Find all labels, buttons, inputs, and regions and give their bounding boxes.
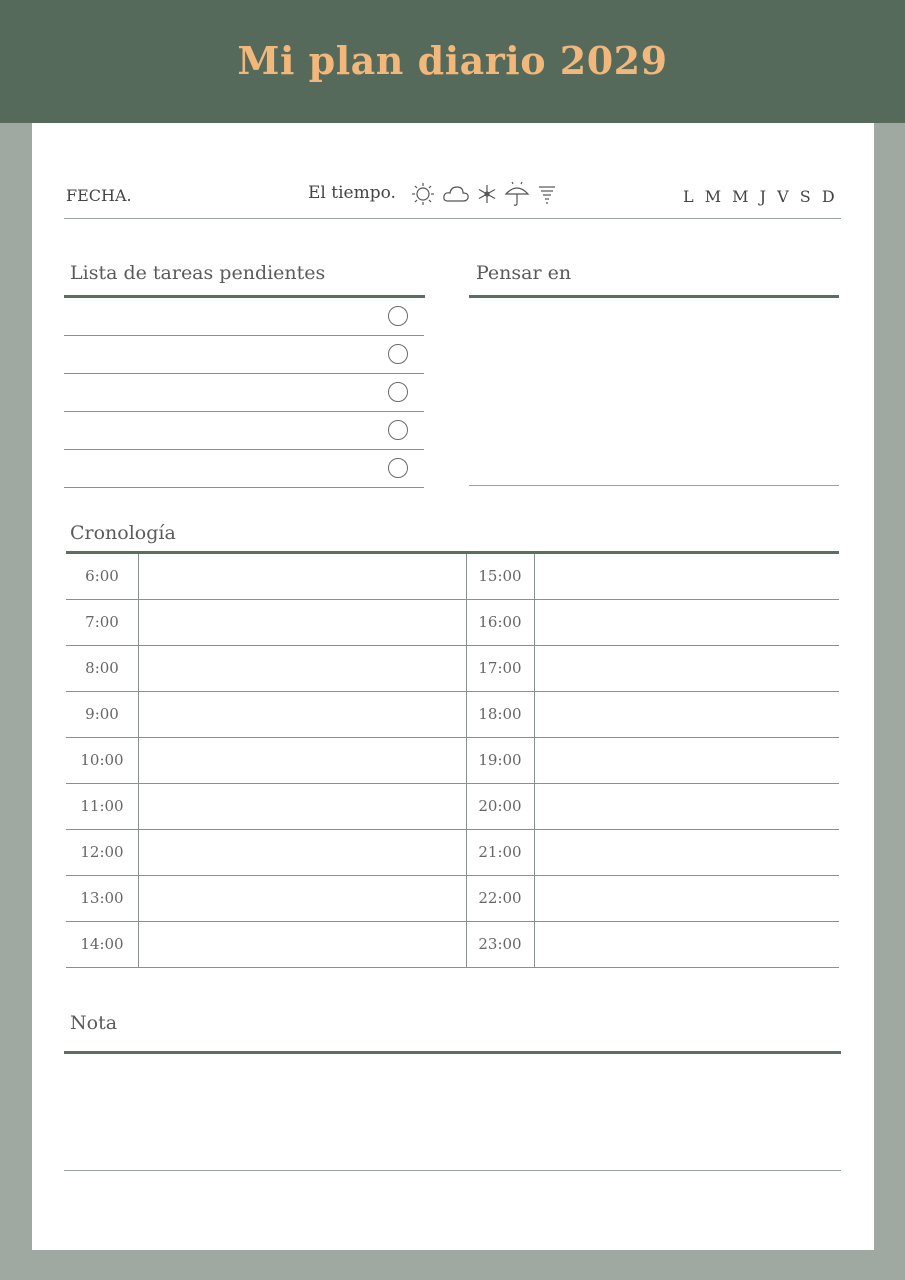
timeline-title: Cronología: [70, 522, 176, 544]
planner-sheet: [32, 123, 874, 1250]
column-divider: [466, 554, 467, 968]
timeline-row[interactable]: [66, 646, 466, 692]
timeline-time-label: 10:00: [80, 751, 124, 769]
timeline-row[interactable]: [466, 738, 839, 784]
task-checkbox[interactable]: [388, 420, 408, 440]
time-divider-right: [534, 554, 535, 968]
timeline-row[interactable]: [66, 830, 466, 876]
thoughts-bottom-line: [469, 485, 839, 486]
timeline-time-label: 18:00: [478, 705, 522, 723]
timeline-row[interactable]: [466, 692, 839, 738]
timeline-row[interactable]: [466, 600, 839, 646]
timeline-row[interactable]: [466, 922, 839, 968]
timeline-time-label: 13:00: [80, 889, 124, 907]
timeline-time-label: 16:00: [478, 613, 522, 631]
weather-icons: [410, 181, 558, 207]
snowflake-icon[interactable]: [476, 181, 498, 207]
umbrella-icon[interactable]: [504, 181, 530, 207]
sun-icon[interactable]: [410, 181, 436, 207]
timeline-row[interactable]: [466, 876, 839, 922]
timeline-row[interactable]: [66, 738, 466, 784]
timeline-time-label: 17:00: [478, 659, 522, 677]
task-row[interactable]: [64, 412, 424, 450]
timeline-time-label: 12:00: [80, 843, 124, 861]
timeline-time-label: 8:00: [85, 659, 119, 677]
task-row[interactable]: [64, 336, 424, 374]
task-row[interactable]: [64, 450, 424, 488]
timeline-time-label: 23:00: [478, 935, 522, 953]
task-row[interactable]: [64, 298, 424, 336]
note-title: Nota: [70, 1012, 118, 1034]
note-title-underline: [64, 1051, 841, 1054]
timeline-time-label: 11:00: [80, 797, 124, 815]
timeline-time-label: 22:00: [478, 889, 522, 907]
task-row[interactable]: [64, 374, 424, 412]
task-checkbox[interactable]: [388, 306, 408, 326]
page-header: [0, 0, 905, 123]
timeline-time-label: 19:00: [478, 751, 522, 769]
timeline-time-label: 6:00: [85, 567, 119, 585]
timeline-row[interactable]: [466, 554, 839, 600]
thoughts-title-underline: [469, 295, 839, 298]
tornado-icon[interactable]: [536, 181, 558, 207]
header-divider: [64, 218, 841, 219]
timeline-time-label: 21:00: [478, 843, 522, 861]
timeline-time-label: 14:00: [80, 935, 124, 953]
timeline-time-label: 20:00: [478, 797, 522, 815]
tasks-title: Lista de tareas pendientes: [70, 262, 326, 284]
thoughts-title: Pensar en: [476, 262, 572, 284]
timeline-time-label: 15:00: [478, 567, 522, 585]
timeline-row[interactable]: [466, 784, 839, 830]
timeline-row[interactable]: [466, 830, 839, 876]
timeline-row[interactable]: [466, 646, 839, 692]
timeline-time-label: 9:00: [85, 705, 119, 723]
page-title: Mi plan diario 2029: [237, 38, 668, 83]
task-checkbox[interactable]: [388, 458, 408, 478]
note-area[interactable]: [64, 1055, 841, 1170]
weather-label: El tiempo.: [308, 183, 396, 203]
cloud-icon[interactable]: [442, 181, 470, 207]
weekday-selector[interactable]: L M M J V S D: [683, 187, 838, 206]
date-label: FECHA.: [66, 186, 132, 205]
timeline-row[interactable]: [66, 784, 466, 830]
thoughts-area[interactable]: [469, 299, 839, 485]
task-checkbox[interactable]: [388, 344, 408, 364]
timeline-row[interactable]: [66, 692, 466, 738]
time-divider-left: [138, 554, 139, 968]
timeline-row[interactable]: [66, 600, 466, 646]
timeline-time-label: 7:00: [85, 613, 119, 631]
timeline-row[interactable]: [66, 922, 466, 968]
timeline-row[interactable]: [66, 554, 466, 600]
task-checkbox[interactable]: [388, 382, 408, 402]
note-bottom-line: [64, 1170, 841, 1171]
timeline-row[interactable]: [66, 876, 466, 922]
